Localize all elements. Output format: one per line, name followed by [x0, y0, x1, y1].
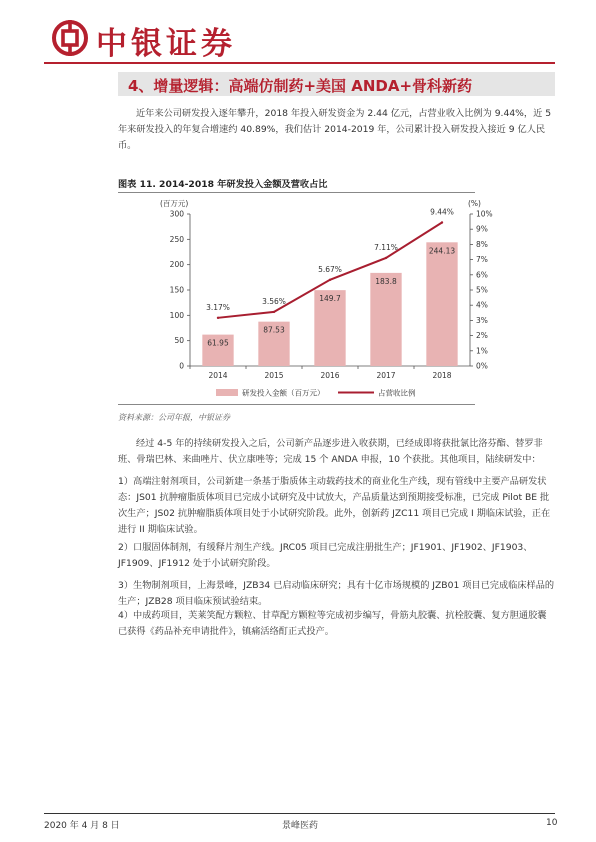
right-axis-unit: (%)	[468, 199, 481, 208]
ratio-value-label: 5.67%	[318, 264, 342, 274]
bar-value-label: 61.95	[207, 338, 229, 348]
ratio-point	[273, 311, 275, 313]
right-tick-label: 9%	[476, 224, 488, 234]
ratio-value-label: 3.56%	[262, 296, 286, 306]
left-tick-label: 250	[169, 234, 184, 244]
right-tick-label: 6%	[476, 270, 488, 280]
ratio-value-label: 3.17%	[206, 302, 230, 312]
ratio-point	[441, 221, 443, 223]
bar	[426, 242, 457, 366]
legend-bar-swatch	[216, 389, 238, 396]
ratio-value-label: 9.44%	[430, 207, 454, 217]
body-paragraph: 经过 4-5 年的持续研发投入之后，公司新产品逐步进入收获期，已经成即将获批氯比洛芬酯、替罗非班、骨瑞巴林、来曲唑片、伏立康唑等；完成 15 个 ANDA 申报，10 个获批。其他项目，陆续研发中：	[118, 438, 543, 465]
header-rule	[44, 62, 555, 64]
right-tick-label: 4%	[476, 300, 488, 310]
x-tick-label: 2018	[432, 371, 452, 380]
figure-title: 图表 11. 2014-2018 年研发投入金额及营收占比	[118, 179, 328, 190]
bank-logo-icon	[52, 20, 88, 56]
legend-line-label: 占营收比例	[378, 388, 416, 398]
bar-value-label: 183.8	[375, 276, 397, 286]
x-tick-label: 2017	[376, 371, 396, 380]
figure-top-rule	[118, 192, 475, 193]
bar-value-label: 244.13	[428, 246, 456, 256]
section-title: 4、增量逻辑：高端仿制药+美国 ANDA+骨科新药	[128, 77, 473, 95]
footer-rule	[44, 813, 555, 814]
section-title-bar	[118, 72, 555, 96]
figure-bottom-rule	[118, 404, 475, 405]
left-axis-unit: (百万元)	[160, 199, 189, 208]
brand-name: 中银证券	[96, 26, 236, 62]
figure-source: 资料来源：公司年报，中银证券	[118, 413, 230, 422]
right-tick-label: 1%	[476, 346, 488, 356]
right-tick-label: 0%	[476, 361, 488, 371]
right-tick-label: 10%	[476, 209, 493, 219]
left-tick-label: 50	[174, 336, 184, 346]
footer-date: 2020 年 4 月 8 日	[44, 821, 120, 831]
left-tick-label: 100	[169, 310, 184, 320]
left-tick-label: 200	[169, 260, 184, 270]
ratio-point	[217, 317, 219, 319]
list-item: 2）口服固体制剂，有缓释片剂生产线。JRC05 项目已完成注册批生产；JF1901、JF1902、JF1903、JF1909、JF1912 处于小试研究阶段。	[118, 542, 533, 569]
x-tick-label: 2014	[208, 371, 228, 380]
x-tick-label: 2015	[264, 371, 284, 380]
legend-bar-label: 研发投入金额（百万元）	[242, 388, 325, 398]
right-tick-label: 2%	[476, 331, 488, 341]
page-number: 10	[546, 818, 558, 828]
left-tick-label: 0	[179, 361, 184, 371]
intro-paragraph: 近年来公司研发投入逐年攀升，2018 年投入研发资金为 2.44 亿元，占营业收入比例为 9.44%，近 5 年来研发投入的年复合增速约 40.89%，我们估计 2014-2019 年，公司累计投入研发投入接近 9 亿人民币。	[118, 108, 552, 151]
x-tick-label: 2016	[320, 371, 340, 380]
right-tick-label: 8%	[476, 239, 488, 249]
rd-investment-chart	[118, 194, 493, 404]
list-item: 1）高端注射剂项目，公司新建一条基于脂质体主动载药技术的商业化生产线，现有管线中主要产品研发状态：JS01 抗肿瘤脂质体项目已完成小试研究及中试放大，产品质量达到预期接受标准，已完成 Pilot BE 批次生产；JS02 抗肿瘤脂质体项目处于小试研究阶段。此外，创新药 JZC11 项目已完成 I 期临床试验，正在进行 II 期临床试验。	[118, 476, 551, 535]
right-tick-label: 5%	[476, 285, 488, 295]
left-tick-label: 150	[169, 285, 184, 295]
ratio-point	[329, 279, 331, 281]
list-item: 4）中成药项目，芙莱笑配方颗粒、甘草配方颗粒等完成初步编写，骨筋丸胶囊、抗栓胶囊、复方胆通胶囊已获得《药品补充申请批件》，镇痛活络酊正式投产。	[118, 610, 547, 637]
right-tick-label: 7%	[476, 255, 488, 265]
footer-company: 景峰医药	[282, 821, 319, 831]
list-item: 3）生物制剂项目，上海景峰，JZB34 已启动临床研究；具有十亿市场规模的 JZB01 项目已完成临床样品的生产；JZB28 项目临床预试验结束。	[118, 580, 555, 607]
left-tick-label: 300	[169, 209, 184, 219]
bar	[370, 273, 401, 366]
ratio-point	[385, 257, 387, 259]
bar-value-label: 149.7	[319, 294, 341, 304]
bar-value-label: 87.53	[263, 325, 285, 335]
ratio-value-label: 7.11%	[374, 242, 398, 252]
right-tick-label: 3%	[476, 315, 488, 325]
